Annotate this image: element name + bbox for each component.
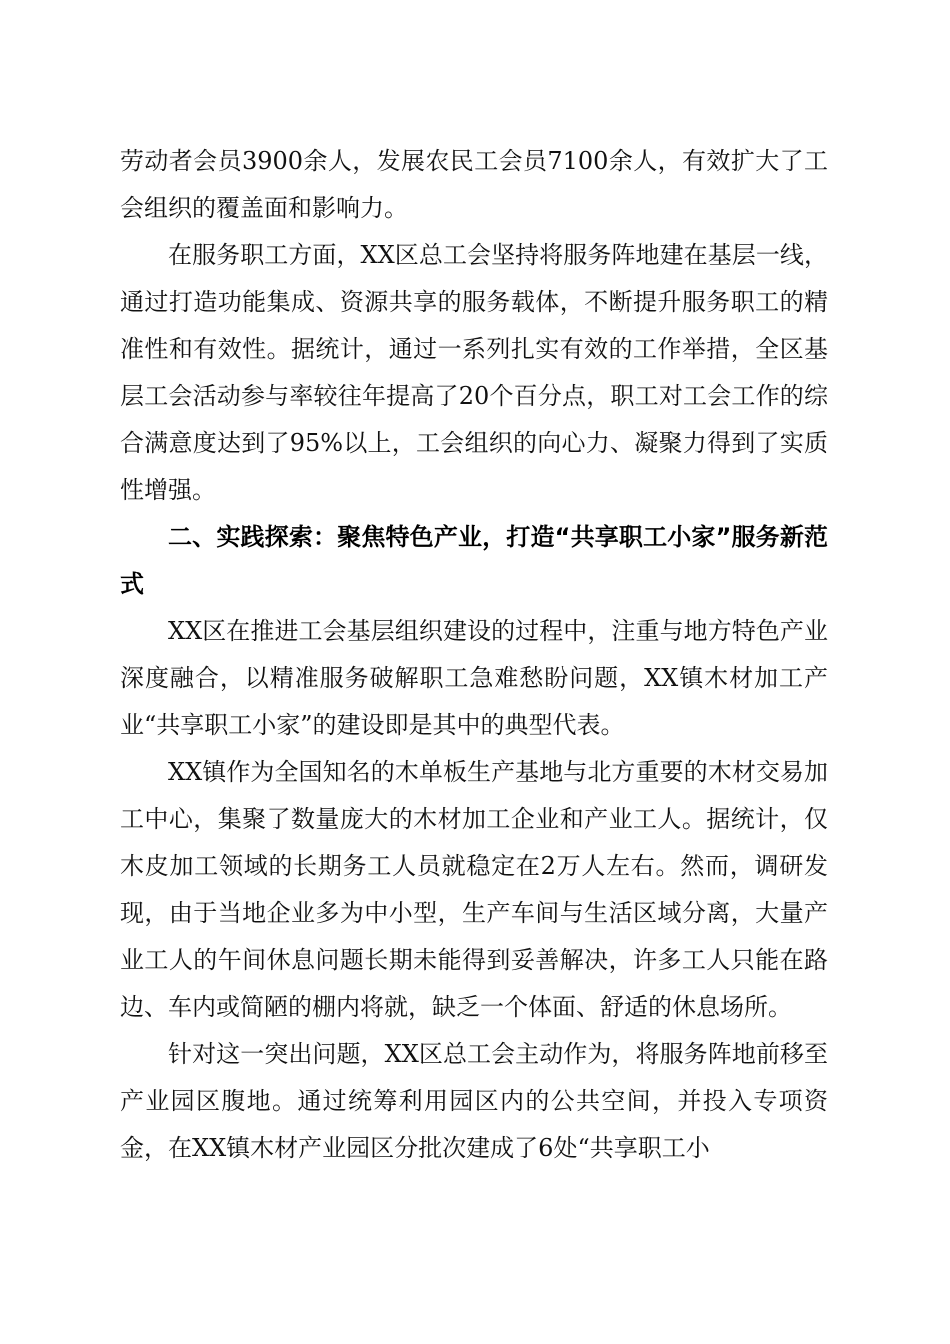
paragraph-continuation: 劳动者会员3900余人，发展农民工会员7100余人，有效扩大了工会组织的覆盖面和影响力。	[120, 147, 828, 222]
paragraph-integration: XX区在推进工会基层组织建设的过程中，注重与地方特色产业深度融合，以精准服务破解职工急难愁盼问题，XX镇木材加工产业“共享职工小家”的建设即是其中的典型代表。	[120, 617, 828, 739]
document-body	[120, 138, 828, 1172]
paragraph-town-background: XX镇作为全国知名的木单板生产基地与北方重要的木材交易加工中心，集聚了数量庞大的木材加工企业和产业工人。据统计，仅木皮加工领域的长期务工人员就稳定在2万人左右。然而，调研发现，由于当地企业多为中小型，生产车间与生活区域分离，大量产业工人的午间休息问题长期未能得到妥善解决，许多工人只能在路边、车内或简陋的棚内将就，缺乏一个体面、舒适的休息场所。	[120, 758, 828, 1021]
paragraph-service-workers: 在服务职工方面，XX区总工会坚持将服务阵地建在基层一线，通过打造功能集成、资源共享的服务载体，不断提升服务职工的精准性和有效性。据统计，通过一系列扎实有效的工作举措，全区基层工会活动参与率较往年提高了20个百分点，职工对工会工作的综合满意度达到了95%以上，工会组织的向心力、凝聚力得到了实质性增强。	[120, 241, 828, 504]
section-heading: 二、实践探索：聚焦特色产业，打造“共享职工小家”服务新范式	[120, 523, 828, 598]
paragraph-solution: 针对这一突出问题，XX区总工会主动作为，将服务阵地前移至产业园区腹地。通过统筹利用园区内的公共空间，并投入专项资金，在XX镇木材产业园区分批次建成了6处“共享职工小	[120, 1040, 828, 1162]
